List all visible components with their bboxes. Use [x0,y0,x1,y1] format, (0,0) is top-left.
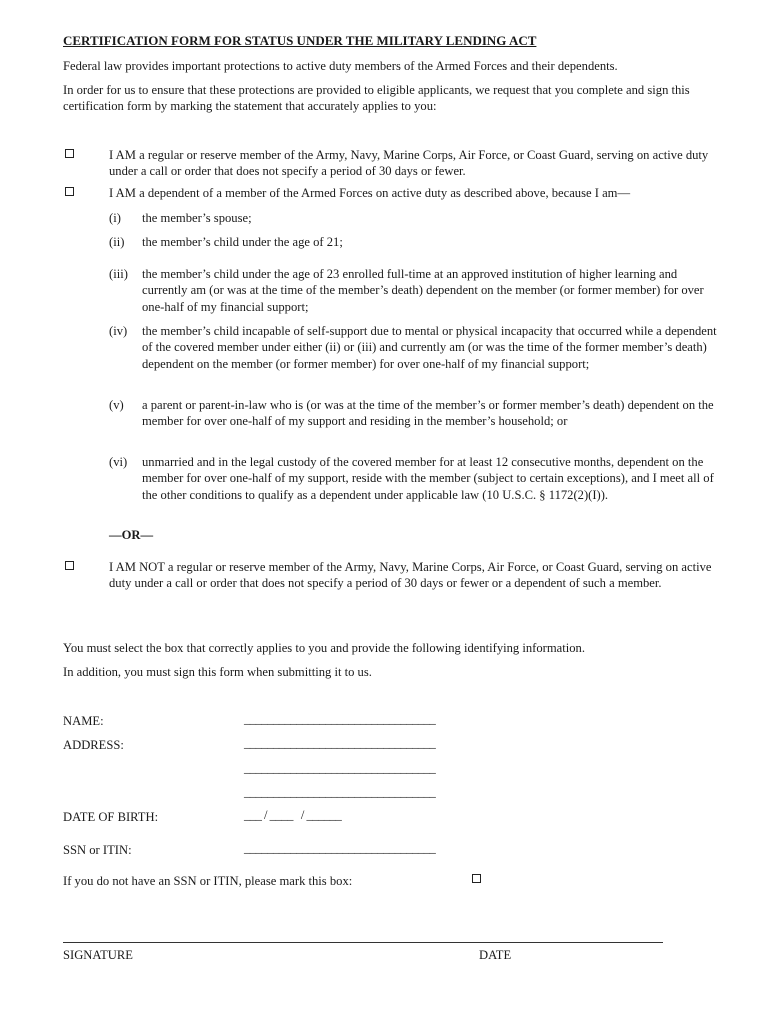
signature-line[interactable] [63,942,663,943]
subitem-number: (iii) [109,267,128,281]
subitem-text: the member’s spouse; [142,211,252,225]
no-ssn-checkbox[interactable] [472,874,481,883]
ssn-itin-label: SSN or ITIN: [63,843,132,857]
dependent-checkbox[interactable] [65,187,74,196]
option-not-member: I AM NOT a regular or reserve member of the Army, Navy, Marine Corps, Air Force, or Coast Guard, serving on active duty under a call or order that does not specify a period of 30 days or fewer or a dependent of such a member. [109,560,712,591]
address-label: ADDRESS: [63,738,124,752]
subitem-text: the member’s child under the age of 23 enrolled full-time at an approved institution of higher learning and currently am (or was at the time of the member’s death) dependent on the member (or former member) for over one-half of my financial support; [142,267,704,314]
subitem-number: (i) [109,211,121,225]
no-ssn-instruction: If you do not have an SSN or ITIN, please mark this box: [63,874,353,888]
instruction-sign-form: In addition, you must sign this form when submitting it to us. [63,665,372,679]
or-separator: —OR— [109,528,154,542]
date-label: DATE [479,948,512,962]
signature-label: SIGNATURE [63,948,133,962]
intro-paragraph-1: Federal law provides important protections to active duty members of the Armed Forces and their dependents. [63,59,618,73]
ssn-itin-field[interactable]: _________________________________ [244,841,436,855]
address-field-line-2[interactable]: _________________________________ [244,761,436,775]
instruction-select-box: You must select the box that correctly applies to you and provide the following identifying information. [63,641,585,655]
option-dependent: I AM a dependent of a member of the Armed Forces on active duty as described above, because I am— [109,186,631,200]
date-of-birth-field[interactable]: ___ / ____ / ______ [244,808,342,822]
form-title: CERTIFICATION FORM FOR STATUS UNDER THE MILITARY LENDING ACT [63,33,537,48]
subitem-text: unmarried and in the legal custody of the covered member for at least 12 consecutive months, dependent on the member for over one-half of my support, reside with the member (subject to certain exceptions), and I meet all of the other conditions to qualify as a dependent under applicable law (10 U.S.C. § 1172(2)(I)). [142,455,714,502]
subitem-number: (v) [109,398,124,412]
date-of-birth-label: DATE OF BIRTH: [63,810,159,824]
subitem-text: the member’s child incapable of self-support due to mental or physical incapacity that occurred while a dependent of the covered member under either (ii) or (iii) and currently am (or was the time of the former member’s death) dependent on the member (or former member) for over one-half of my financial support; [142,324,717,371]
name-field[interactable]: _________________________________ [244,712,436,726]
subitem-text: the member’s child under the age of 21; [142,235,343,249]
name-label: NAME: [63,714,104,728]
not-member-checkbox[interactable] [65,561,74,570]
subitem-number: (ii) [109,235,125,249]
subitem-text: a parent or parent-in-law who is (or was at the time of the member’s or former member’s death) dependent on the member for over one-half of my support and residing in the member’s household; or [142,398,714,429]
address-field-line-1[interactable]: _________________________________ [244,736,436,750]
option-active-duty-member: I AM a regular or reserve member of the Army, Navy, Marine Corps, Air Force, or Coast Guard, serving on active duty under a call or order that does not specify a period of 30 days or fewer. [109,148,709,179]
active-duty-member-checkbox[interactable] [65,149,74,158]
subitem-number: (vi) [109,455,128,469]
intro-paragraph-2: In order for us to ensure that these protections are provided to eligible applicants, we request that you complete and sign this certification form by marking the statement that accurately applies to you: [63,83,690,114]
subitem-number: (iv) [109,324,128,338]
address-field-line-3[interactable]: _________________________________ [244,785,436,799]
